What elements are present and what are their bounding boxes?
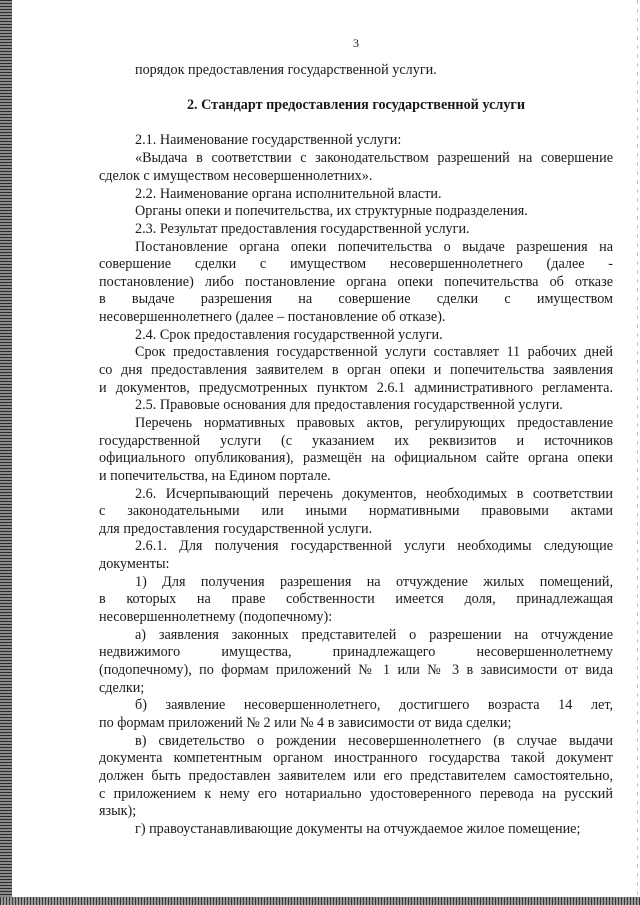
page-number: 3 (353, 36, 359, 50)
text-line: несовершеннолетнего (далее – постановление об отказе). (99, 309, 446, 325)
text-line: государственной услуги (с указанием их реквизитов и источников (99, 433, 613, 449)
text-line: по формам приложений № 2 или № 4 в зависимости от вида сделки; (99, 715, 512, 731)
scan-edge-bottom (0, 897, 640, 905)
text-line: в) свидетельство о рождении несовершеннолетнего (в случае выдачи (135, 733, 613, 749)
text-line: г) правоустанавливающие документы на отчуждаемое жилое помещение; (135, 821, 581, 837)
text-line: 2.2. Наименование органа исполнительной власти. (135, 186, 442, 202)
text-line: б) заявление несовершеннолетнего, достигшего возраста 14 лет, (135, 697, 613, 713)
text-line: со дня предоставления заявителем в орган опеки и попечительства заявления (99, 362, 613, 378)
text-line: сделки; (99, 680, 145, 696)
text-line: совершение сделки с имуществом несовершеннолетнего (далее - (99, 256, 613, 272)
text-line: а) заявления законных представителей о разрешении на отчуждение (135, 627, 613, 643)
text-line: недвижимого имущества, принадлежащего несовершеннолетнему (99, 644, 613, 660)
text-line: Постановление органа опеки попечительства о выдаче разрешения на (135, 239, 613, 255)
text-line: порядок предоставления государственной услуги. (135, 62, 437, 78)
text-line: должен быть предоставлен заявителем или его представителем самостоятельно, (99, 768, 613, 784)
text-line: и документов, предусмотренных пунктом 2.6.1 административного регламента. (99, 380, 613, 396)
text-line: Органы опеки и попечительства, их структурные подразделения. (135, 203, 528, 219)
text-line: официального опубликования), размещён на официальном сайте органа опеки (99, 450, 613, 466)
text-line: с приложением к нему его нотариально удостоверенного перевода на русский (99, 786, 613, 802)
text-line: Перечень нормативных правовых актов, регулирующих предоставление (135, 415, 613, 431)
text-line: Срок предоставления государственной услуги составляет 11 рабочих дней (135, 344, 613, 360)
text-line: постановление) либо постановление органа опеки попечительства об отказе (99, 274, 613, 290)
text-line: несовершеннолетнему (подопечному): (99, 609, 333, 625)
text-line: в которых на праве собственности имеется доля, принадлежащая (99, 591, 613, 607)
text-line: в выдаче разрешения на совершение сделки с имуществом (99, 291, 613, 307)
text-line: с законодательными или иными нормативными правовыми актами (99, 503, 613, 519)
scan-edge-right (637, 0, 638, 905)
text-line: 2.6. Исчерпывающий перечень документов, необходимых в соответствии (135, 486, 613, 502)
text-line: «Выдача в соответствии с законодательством разрешений на совершение (135, 150, 613, 166)
section-heading: 2. Стандарт предоставления государственной услуги (186, 97, 526, 113)
text-line: 2.5. Правовые основания для предоставления государственной услуги. (135, 397, 563, 413)
text-line: 2.3. Результат предоставления государственной услуги. (135, 221, 470, 237)
text-line: документы: (99, 556, 170, 572)
text-line: 1) Для получения разрешения на отчуждение жилых помещений, (135, 574, 613, 590)
text-line: и попечительства, на Едином портале. (99, 468, 331, 484)
text-line: документа компетентным органом иностранного государства такой документ (99, 750, 613, 766)
text-line: 2.4. Срок предоставления государственной услуги. (135, 327, 443, 343)
text-line: язык); (99, 803, 137, 819)
text-line: 2.1. Наименование государственной услуги: (135, 132, 402, 148)
text-line: (подопечному), по формам приложений № 1 или № 3 в зависимости от вида (99, 662, 613, 678)
scan-edge-left (0, 0, 12, 905)
text-line: для предоставления государственной услуги. (99, 521, 373, 537)
text-line: 2.6.1. Для получения государственной услуги необходимы следующие (135, 538, 613, 554)
text-line: сделок с имуществом несовершеннолетних». (99, 168, 373, 184)
